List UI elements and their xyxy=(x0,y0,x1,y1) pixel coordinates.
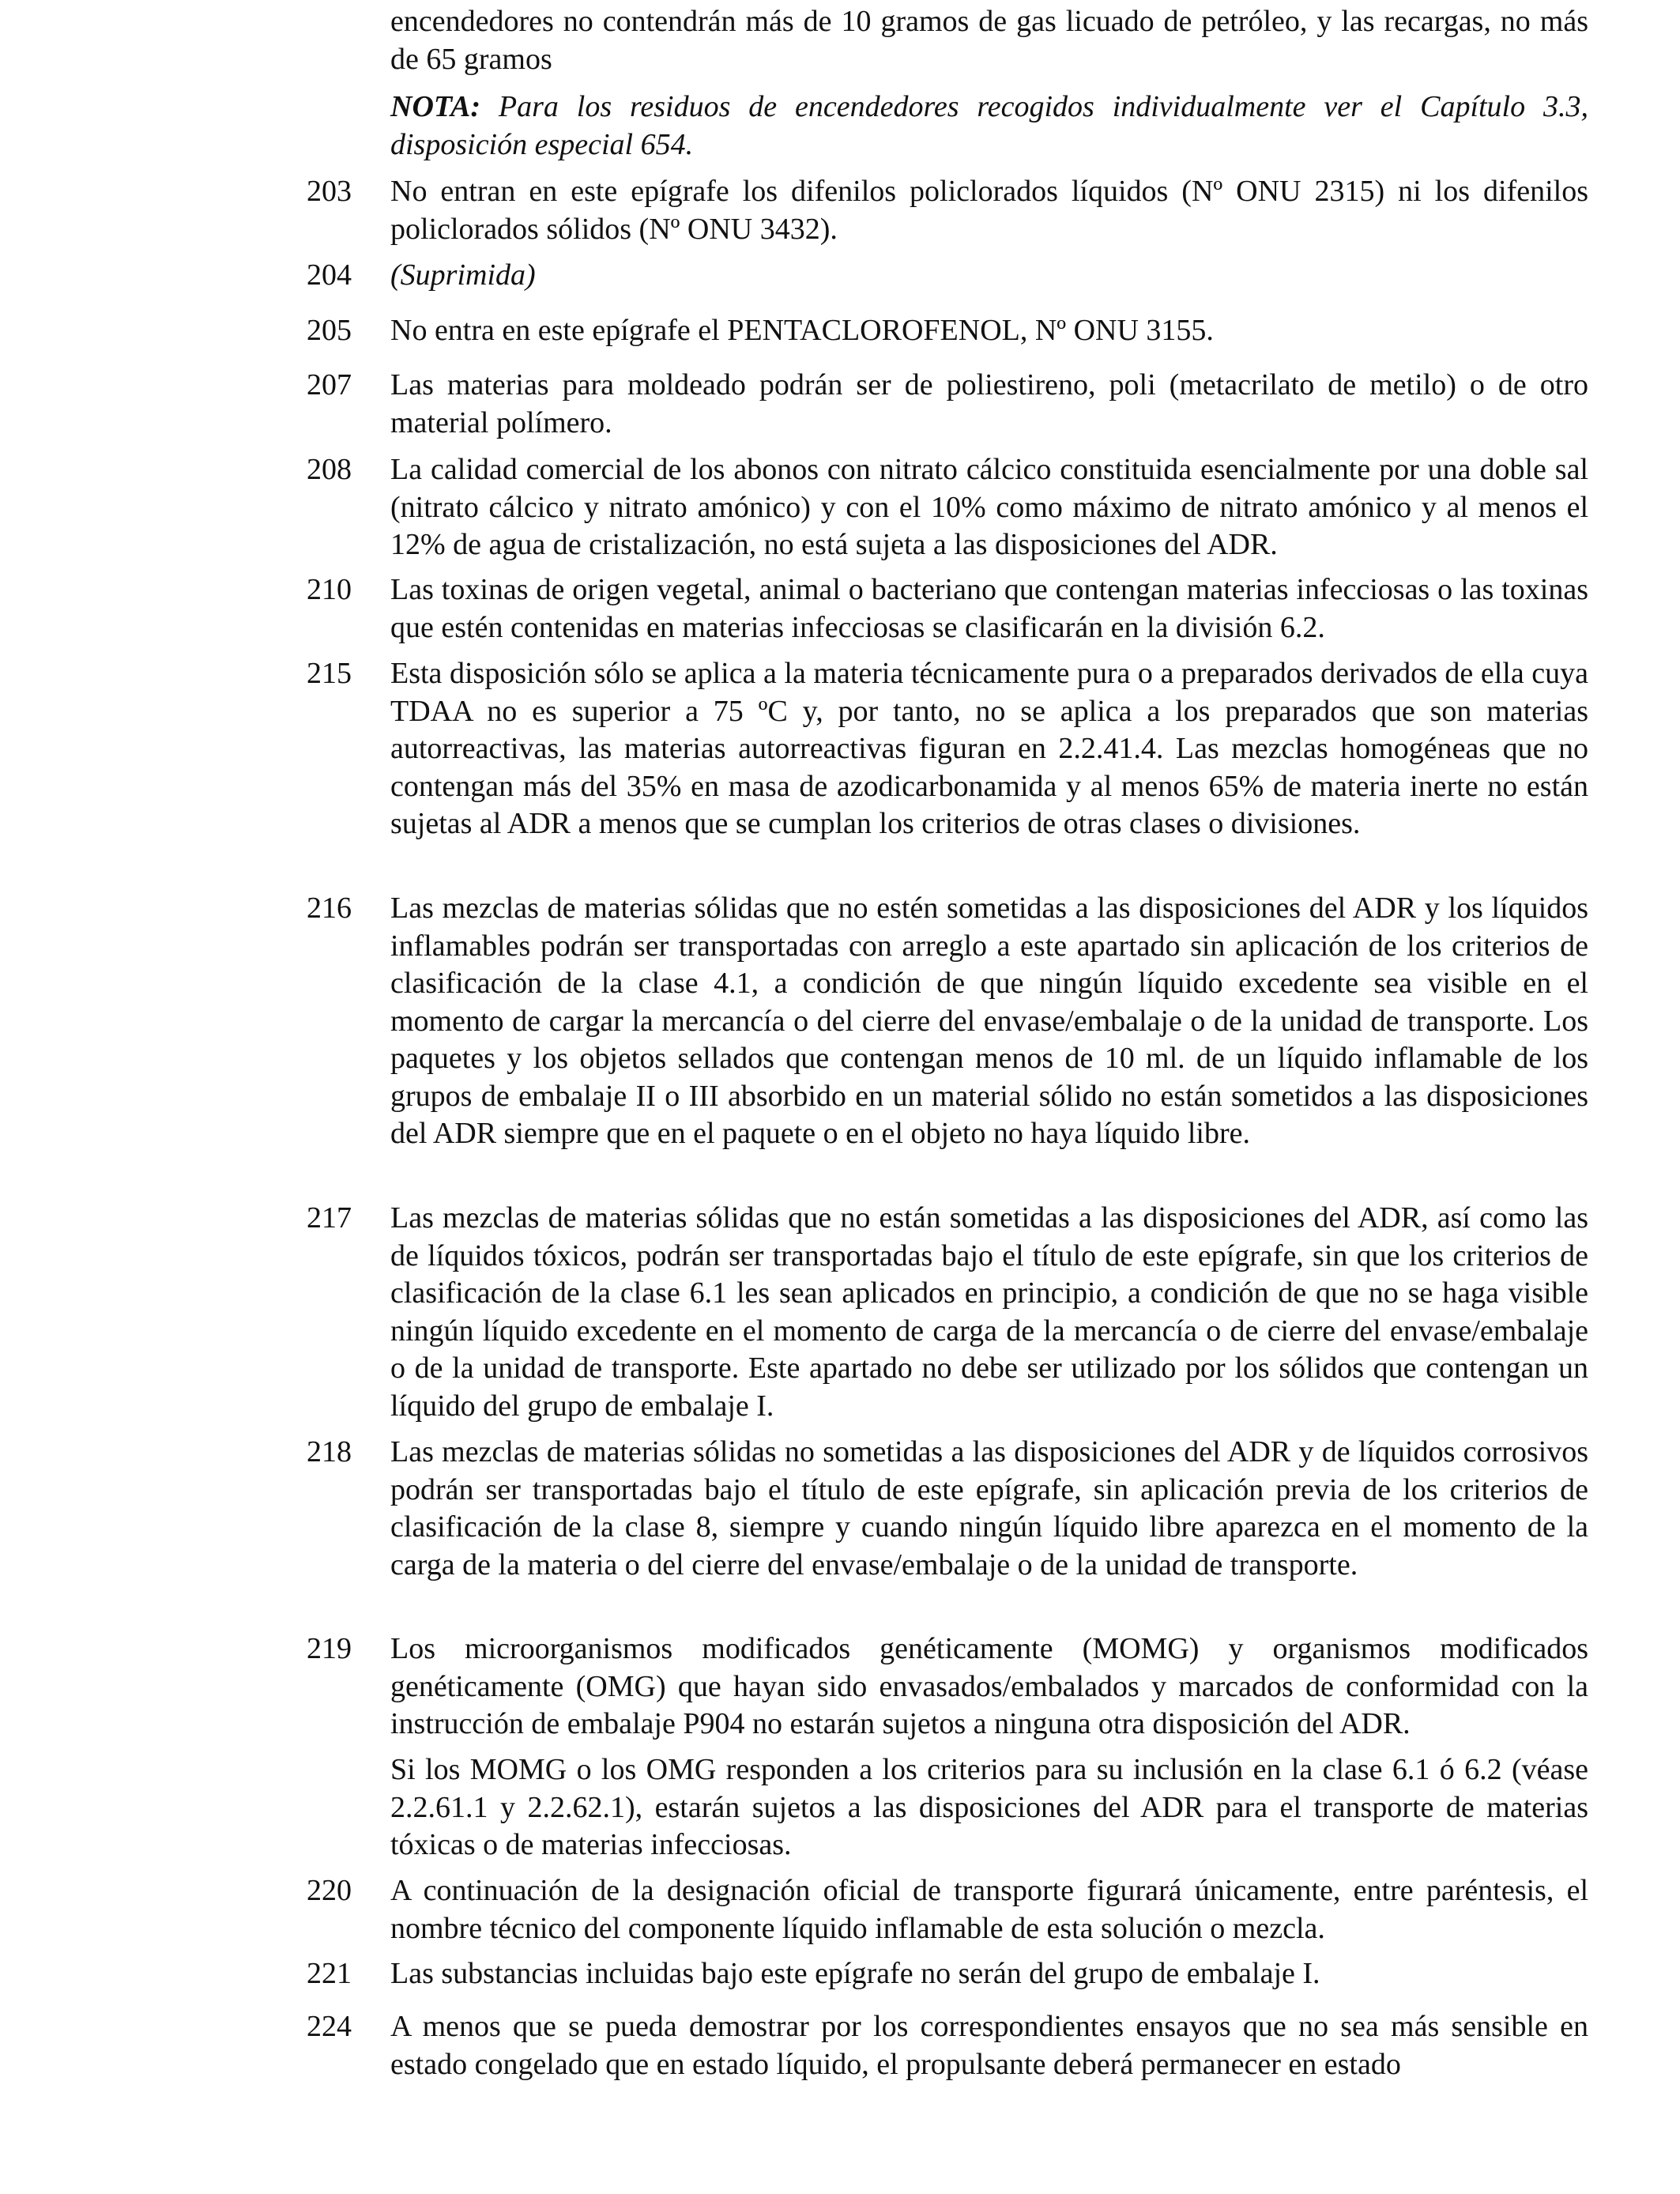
provision-number: 210 xyxy=(307,573,352,606)
provision-number: 205 xyxy=(307,314,352,347)
provision-number: 216 xyxy=(307,892,352,925)
provision-text: A menos que se pueda demostrar por los correspondientes ensayos que no sea más sensible en estado congelado que en estado líquido, el propulsante deberá permanecer en estado xyxy=(390,2010,1588,2081)
provision-text: No entran en este epígrafe los difenilos policlorados líquidos (Nº ONU 2315) ni los difenilos policlorados sólidos (Nº ONU 3432). xyxy=(390,175,1588,246)
continued-paragraph: encendedores no contendrán más de 10 gramos de gas licuado de petróleo, y las recargas, no más de 65 gramos xyxy=(390,5,1588,76)
provision-text: La calidad comercial de los abonos con nitrato cálcico constituida esencialmente por una doble sal (nitrato cálcico y nitrato amónico) y con el 10% como máximo de nitrato amónico y al menos el 12% de agua de cristalización, no está sujeta a las disposiciones del ADR. xyxy=(390,453,1588,561)
provision-number: 218 xyxy=(307,1435,352,1468)
provision-number: 219 xyxy=(307,1632,352,1665)
provision-text: Esta disposición sólo se aplica a la materia técnicamente pura o a preparados derivados de ella cuya TDAA no es superior a 75 ºC y, por tanto, no se aplica a los preparados que son materias autorreactivas, las materias autorreactivas figuran en 2.2.41.4. Las mezclas homogéneas que no contengan más del 35% en masa de azodicarbonamida y al menos 65% de materia inerte no están sujetas al ADR a menos que se cumplan los criterios de otras clases o divisiones. xyxy=(390,657,1588,840)
provision-number: 220 xyxy=(307,1874,352,1907)
provision-number: 203 xyxy=(307,175,352,208)
provision-text: Los microorganismos modificados genéticamente (MOMG) y organismos modificados genéticamente (OMG) que hayan sido envasados/embalados y marcados de conformidad con la instrucción de embalaje P904 no estarán sujetos a ninguna otra disposición del ADR. xyxy=(390,1632,1588,1740)
provision-number: 204 xyxy=(307,258,352,292)
provision-number: 224 xyxy=(307,2010,352,2043)
provision-text: No entra en este epígrafe el PENTACLOROFENOL, Nº ONU 3155. xyxy=(390,314,1214,347)
note-text: Para los residuos de encendedores recogidos individualmente ver el Capítulo 3.3, disposición especial 654. xyxy=(390,90,1588,161)
provision-text: Las toxinas de origen vegetal, animal o bacteriano que contengan materias infecciosas o las toxinas que estén contenidas en materias infecciosas se clasificarán en la división 6.2. xyxy=(390,573,1588,644)
provision-text: Las substancias incluidas bajo este epígrafe no serán del grupo de embalaje I. xyxy=(390,1957,1320,1990)
provision-text: Las mezclas de materias sólidas que no están sometidas a las disposiciones del ADR, así como las de líquidos tóxicos, podrán ser transportadas bajo el título de este epígrafe, sin que los criterios de clasificación de la clase 6.1 les sean aplicados en principio, a condición de que no se haga visible ningún líquido excedente en el momento de carga de la mercancía o de cierre del envase/embalaje o de la unidad de transporte. Este apartado no debe ser utilizado por los sólidos que contengan un líquido del grupo de embalaje I. xyxy=(390,1201,1588,1423)
provision-number: 208 xyxy=(307,453,352,486)
provision-number: 215 xyxy=(307,657,352,690)
note-label: NOTA: xyxy=(390,90,480,123)
provision-text: Las mezclas de materias sólidas no sometidas a las disposiciones del ADR y de líquidos corrosivos podrán ser transportadas bajo el título de este epígrafe, sin aplicación previa de los criterios de clasificación de la clase 8, siempre y cuando ningún líquido libre aparezca en el momento de la carga de la materia o del cierre del envase/embalaje o de la unidad de transporte. xyxy=(390,1435,1588,1581)
provision-text: Las mezclas de materias sólidas que no estén sometidas a las disposiciones del ADR y los líquidos inflamables podrán ser transportadas con arreglo a este apartado sin aplicación de los criterios de clasificación de la clase 4.1, a condición de que ningún líquido excedente sea visible en el momento de cargar la mercancía o del cierre del envase/embalaje o de la unidad de transporte. Los paquetes y los objetos sellados que contengan menos de 10 ml. de un líquido inflamable de los grupos de embalaje II o III absorbido en un material sólido no están sometidos a las disposiciones del ADR siempre que en el paquete o en el objeto no haya líquido libre. xyxy=(390,892,1588,1150)
provision-number: 221 xyxy=(307,1957,352,1990)
provision-text: Las materias para moldeado podrán ser de poliestireno, poli (metacrilato de metilo) o de otro material polímero. xyxy=(390,368,1588,439)
note-paragraph xyxy=(390,89,1588,164)
provision-text: (Suprimida) xyxy=(390,258,536,292)
provision-number: 207 xyxy=(307,368,352,401)
provision-text: Si los MOMG o los OMG responden a los criterios para su inclusión en la clase 6.1 ó 6.2 (véase 2.2.61.1 y 2.2.62.1), estarán sujetos a las disposiciones del ADR para el transporte de materias tóxicas o de materias infecciosas. xyxy=(390,1753,1588,1861)
provision-text: A continuación de la designación oficial de transporte figurará únicamente, entre paréntesis, el nombre técnico del componente líquido inflamable de esta solución o mezcla. xyxy=(390,1874,1588,1945)
provision-number: 217 xyxy=(307,1201,352,1235)
